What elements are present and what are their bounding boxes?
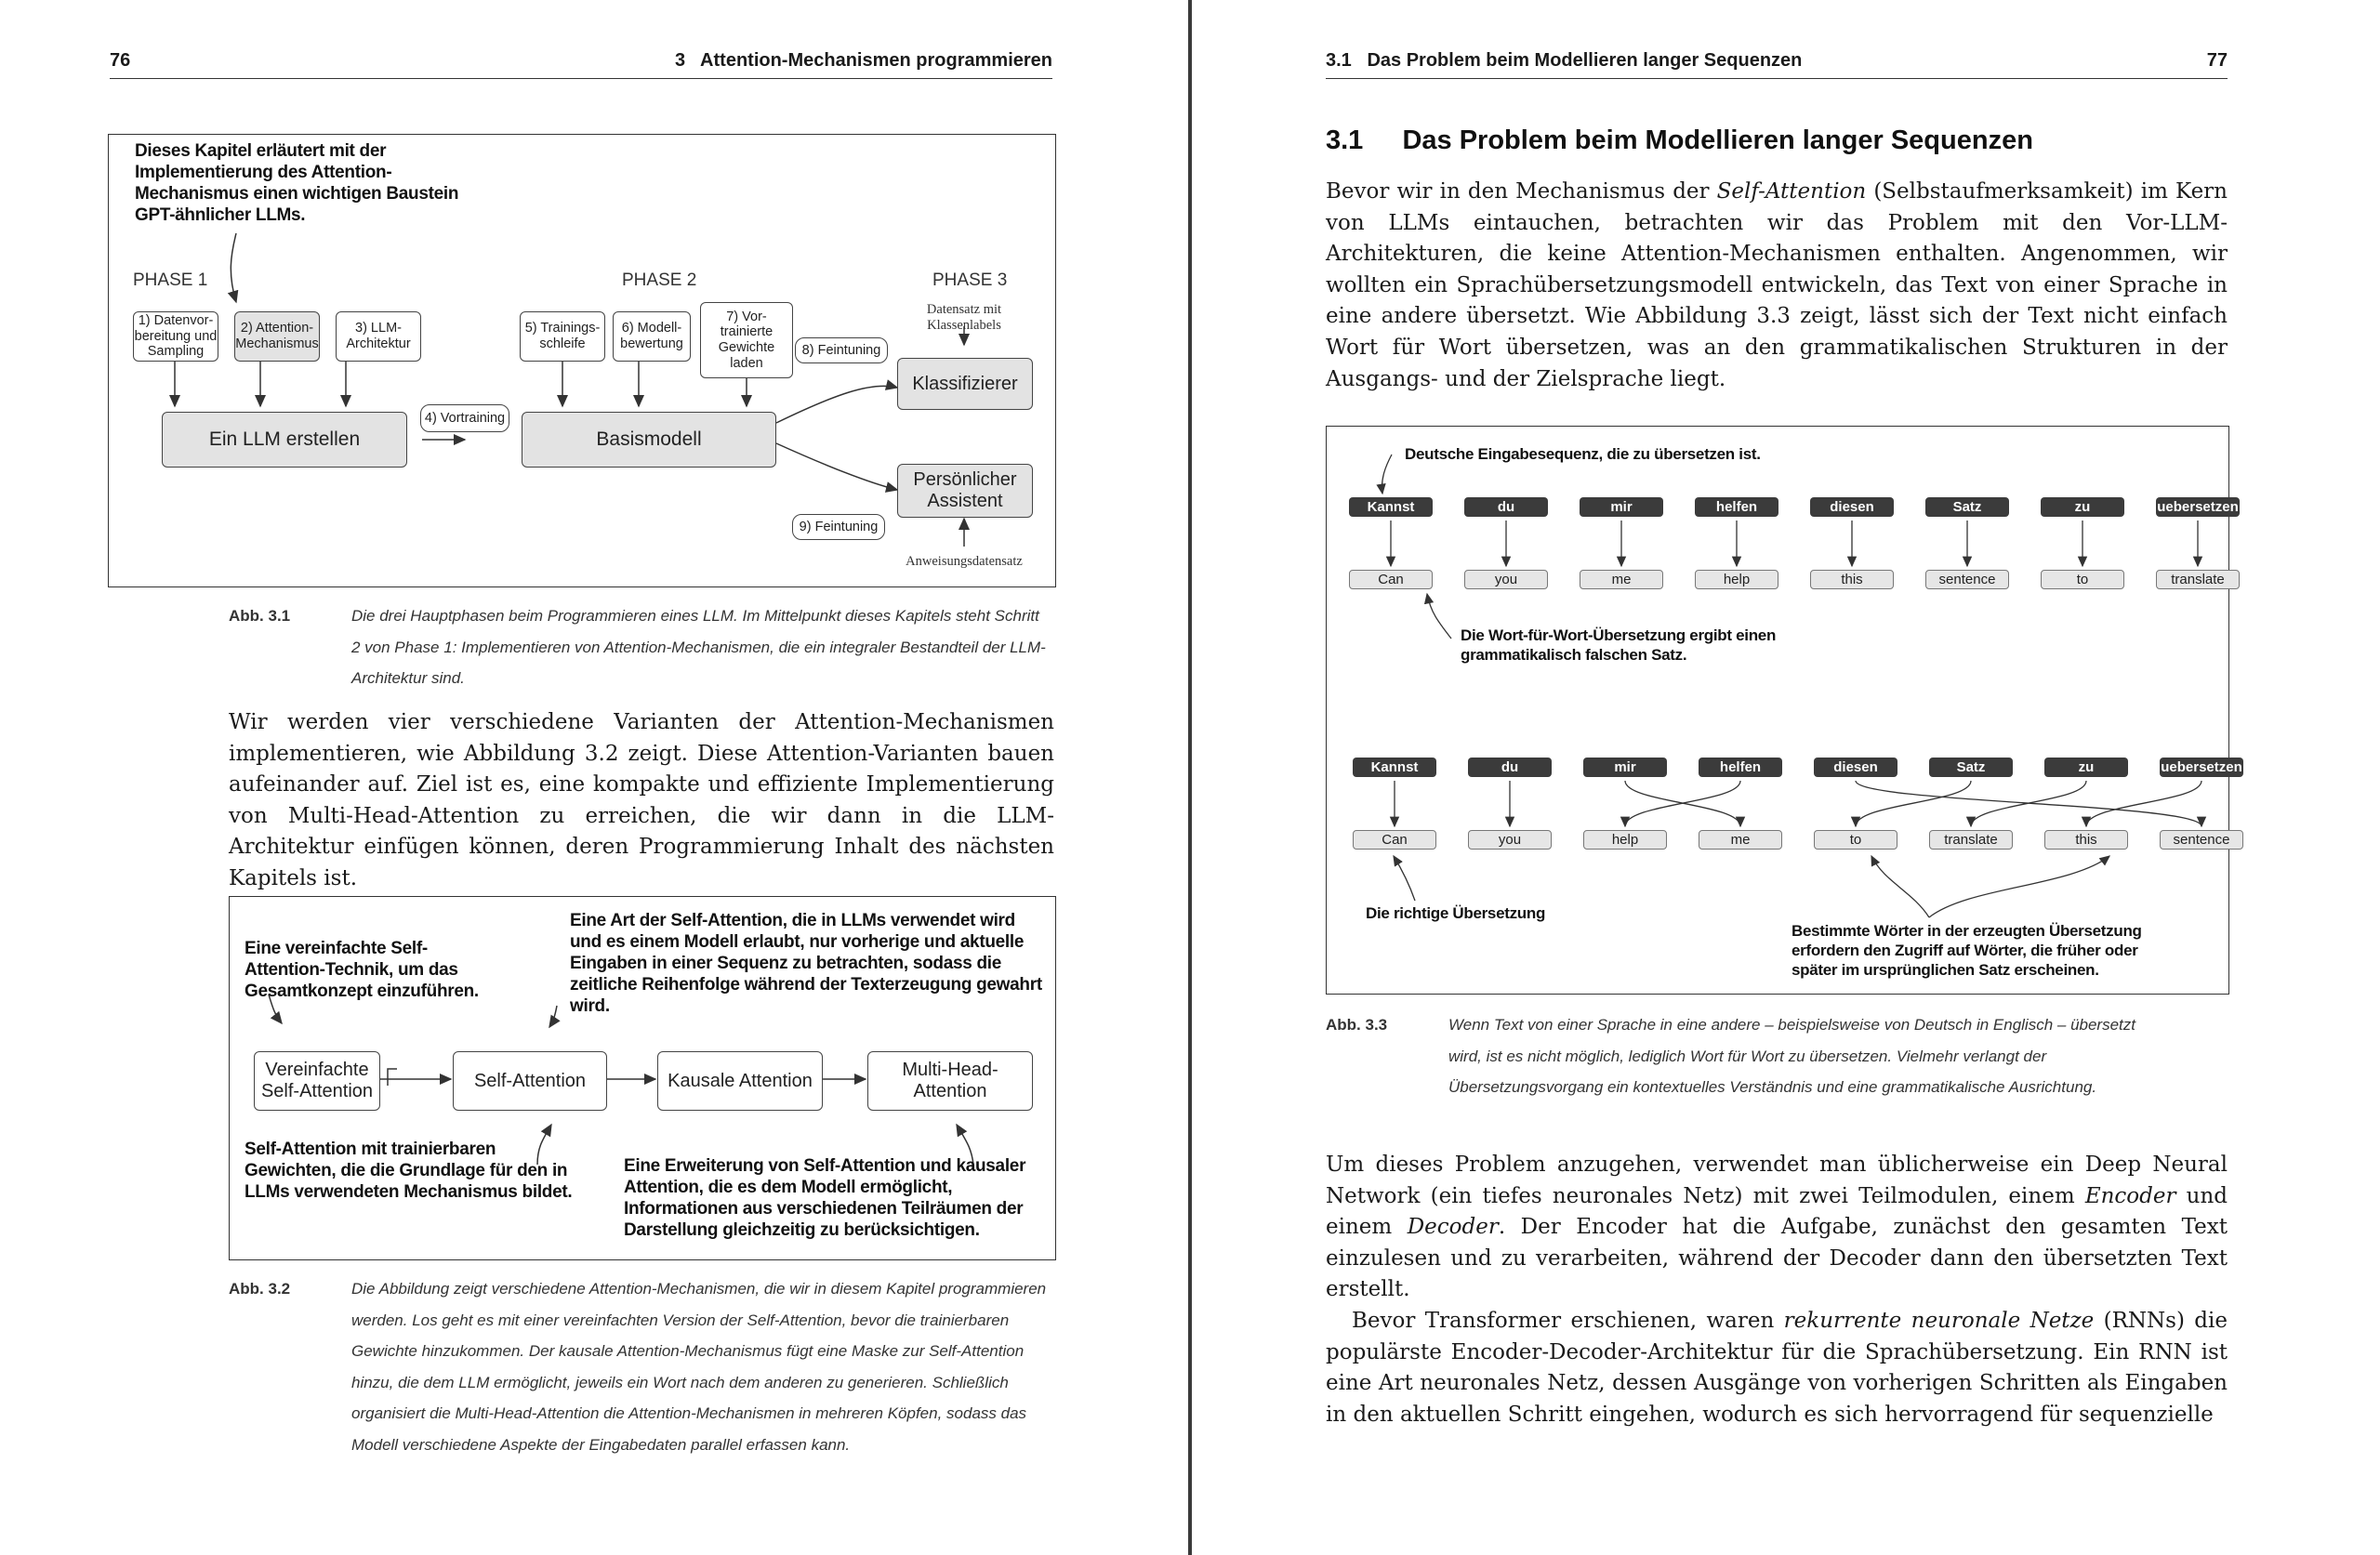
phase-2-label: PHASE 2 (622, 270, 697, 290)
figure-3-1 (108, 134, 1056, 587)
para2-part: . Der Encoder hat die Aufgabe, zunächst den gesamten Text einzulesen und zu verarbeiten, während der Decoder dann den übersetzten Text erstellt. (1326, 1215, 2228, 1302)
box-multi-head-attention: Multi-Head-Attention (867, 1051, 1033, 1111)
german-token: Satz (1925, 497, 2009, 517)
phase-3-label: PHASE 3 (932, 270, 1008, 290)
box-self-attention: Self-Attention (453, 1051, 607, 1111)
note-reordering: Bestimmte Wörter in der erzeugten Übersetzung erfordern den Zugriff auf Wörter, die früher oder später im ursprünglichen Satz erscheinen. (1792, 922, 2142, 979)
body-paragraph-text: Wir werden vier verschiedene Varianten der Attention-Mechanismen implementieren, wie Abbildung 3.2 zeigt. Diese Attention-Varianten bauen aufeinander auf. Ziel ist es, eine kompakte und effiziente Implementierung von Multi-Head-Attention zu erreichen, die wir dann in die LLM-Architektur einfügen können, deren Programmierung Inhalt des nächsten Kapitels ist. (229, 710, 1054, 890)
literal-token: Can (1349, 570, 1433, 589)
chapter-note: Dieses Kapitel erläutert mit der Implementierung des Attention-Mechanismus einen wichtigen Baustein GPT-ähnlicher LLMs. (135, 141, 459, 225)
literal-token: this (1810, 570, 1894, 589)
correct-token: help (1583, 830, 1667, 850)
left-page (0, 0, 1188, 1555)
page-number: 76 (110, 50, 131, 71)
step-pretraining: 4) Vortraining (420, 404, 509, 432)
correct-token: sentence (2160, 830, 2243, 850)
german-token: helfen (1695, 497, 1778, 517)
german-token: diesen (1814, 758, 1897, 777)
note-word-by-word: Die Wort-für-Wort-Übersetzung ergibt einen grammatikalisch falschen Satz. (1461, 626, 1777, 664)
german-token: zu (2044, 758, 2128, 777)
right-page (1192, 0, 2380, 1555)
rnn-term: rekurrente neuronale Netze (1783, 1308, 2095, 1333)
literal-token: translate (2156, 570, 2240, 589)
para2-part: und einem (1326, 1183, 2228, 1240)
german-token: Kannst (1349, 497, 1433, 517)
para1-part: Bevor wir in den Mechanismus der (1326, 179, 1717, 204)
header-rule (110, 78, 1052, 79)
caption-3-2-label: Abb. 3.2 (229, 1280, 291, 1298)
literal-token: sentence (1925, 570, 2009, 589)
section-title: Das Problem beim Modellieren langer Sequenzen (1402, 125, 2033, 155)
correct-token: me (1699, 830, 1782, 850)
german-token: helfen (1699, 758, 1782, 777)
section-heading (1326, 125, 2033, 156)
correct-token: this (2044, 830, 2128, 850)
german-token: uebersetzen (2161, 759, 2242, 775)
german-token: Kannst (1353, 758, 1436, 777)
step-finetuning-assistant: 9) Feintuning (792, 514, 885, 540)
caption-3-3-label: Abb. 3.3 (1326, 1016, 1388, 1034)
german-token: Satz (1929, 758, 2013, 777)
note-causal-attention: Eine Art der Self-Attention, die in LLMs verwendet wird und es einem Modell erlaubt, nur vorherige und aktuelle Eingaben in einer Sequenz zu betrachten, sodass die zeitliche Reihenfolge während der Texterzeugung gewahrt wird. (570, 911, 1042, 1016)
running-header: 3.1 Das Problem beim Modellieren langer Sequenzen (1326, 50, 1803, 71)
note-multi-head: Eine Erweiterung von Self-Attention und kausaler Attention, die es dem Modell ermöglicht, Informationen aus verschiedenen Teilräumen der Darstellung gleichzeitig zu berücksichtigen. (624, 1156, 1026, 1240)
correct-token: translate (1929, 830, 2013, 850)
caption-3-2-text: Die Abbildung zeigt verschiedene Attention-Mechanismen, die wir in diesem Kapitel programmieren werden. Los geht es mit einer vereinfachten Version der Self-Attention, bevor die trainierbaren Gewichte hinzukommen. Der kausale Attention-Mechanismus fügt eine Maske zur Self-Attention hinzu, die dem LLM ermöglicht, jeweils ein Wort nach dem anderen zu generieren. Schließlich organisiert die Multi-Head-Attention die Attention-Mechanismen in mehreren Köpfen, sodass das Modell verschiedene Aspekte der Eingabedaten parallel erfassen kann. (351, 1280, 1047, 1454)
phase-1-label: PHASE 1 (133, 270, 208, 290)
caption-3-1-block (229, 600, 1052, 693)
caption-3-3-text: Wenn Text von einer Sprache in eine andere – beispielsweise von Deutsch in Englisch – übersetzt wird, ist es nicht möglich, lediglich Wort für Wort zu übersetzen. Vielmehr verlangt der Übersetzungsvorgang ein kontextuelles Verständnis und eine grammatikalische Ausrichtung. (1448, 1016, 2135, 1096)
step-attention-mechanism: 2) Attention-Mechanismus (234, 311, 320, 362)
step-load-pretrained-weights: 7) Vor-trainierte Gewichte laden (700, 302, 793, 378)
para1-part: (Selbstaufmerksamkeit) im Kern von LLMs eintauchen, betrachten wir das Problem mit den Vor-LLM-Architekturen, die keine Attention-Mechanismen enthalten. Angenommen, wir wollten ein Sprachübersetzungsmodell entwickeln, das Text von einer Sprache in eine andere übersetzt. Wie Abbildung 3.3 zeigt, lässt sich der Text nicht einfach Wort für Wort übersetzen, was an den grammatikalischen Strukturen in der Ausgangs- und der Zielsprache liegt. (1326, 179, 2228, 391)
para3-part: (RNNs) die populärste Encoder-Decoder-Architektur für die Sprachübersetzung. Ein RNN ist eine Art neuronales Netz, dessen Ausgänge von vorherigen Schritten als Eingaben in den aktuellen Schritt eingehen, wodurch es sich hervorragend für sequenzielle (1326, 1308, 2228, 1427)
figure-3-2 (229, 896, 1056, 1260)
body-paragraph (229, 707, 1054, 895)
german-token: du (1468, 758, 1552, 777)
literal-token: you (1464, 570, 1548, 589)
literal-token: to (2041, 570, 2124, 589)
encoder-term: Encoder (2084, 1183, 2176, 1208)
german-token: diesen (1810, 497, 1894, 517)
build-llm-box: Ein LLM erstellen (162, 412, 407, 468)
caption-3-2-block (229, 1273, 1052, 1459)
box-causal-attention: Kausale Attention (657, 1051, 823, 1111)
instruction-dataset: Anweisungsdatensatz (906, 554, 1023, 569)
encoder-decoder-paragraphs (1326, 1150, 2228, 1430)
note-german-input: Deutsche Eingabesequenz, die zu übersetzen ist. (1405, 445, 1761, 463)
intro-paragraph (1326, 177, 2228, 395)
step-finetuning-classifier: 8) Feintuning (795, 337, 888, 363)
correct-token: you (1468, 830, 1552, 850)
para1-emphasis: Self-Attention (1716, 179, 1867, 204)
decoder-term: Decoder (1407, 1215, 1499, 1240)
german-token: du (1464, 497, 1548, 517)
literal-token: help (1695, 570, 1778, 589)
german-token: mir (1580, 497, 1663, 517)
base-model-box: Basismodell (522, 412, 776, 468)
step-training-loop: 5) Trainings-schleife (520, 311, 605, 362)
caption-3-3-block (1326, 1009, 2228, 1140)
header-rule (1326, 78, 2228, 79)
correct-token: to (1814, 830, 1897, 850)
para2-part: Um dieses Problem anzugehen, verwendet man üblicherweise ein Deep Neural Network (ein tiefes neuronales Netz) mit zwei Teilmodulen, einem (1326, 1153, 2228, 1208)
box-simplified-self-attention: Vereinfachte Self-Attention (254, 1051, 380, 1111)
step-model-evaluation: 6) Modell-bewertung (613, 311, 691, 362)
correct-token: Can (1353, 830, 1436, 850)
step-data-preparation: 1) Datenvor-bereitung und Sampling (133, 311, 218, 362)
classifier-box: Klassifizierer (897, 358, 1033, 410)
assistant-box: Persönlicher Assistent (897, 464, 1033, 518)
page-number: 77 (2206, 50, 2228, 71)
note-correct-translation: Die richtige Übersetzung (1366, 904, 1546, 922)
german-token: zu (2041, 497, 2124, 517)
german-token: mir (1583, 758, 1667, 777)
note-simplified-self-attention: Eine vereinfachte Self-Attention-Technik, um das Gesamtkonzept einzuführen. (245, 939, 479, 1001)
dataset-class-labels: Datensatz mit Klassenlabels (926, 302, 1002, 333)
figure-3-3 (1326, 426, 2242, 995)
caption-3-1-label: Abb. 3.1 (229, 607, 291, 625)
running-header: 3 Attention-Mechanismen programmieren (675, 50, 1052, 71)
section-number: 3.1 (1326, 125, 1364, 155)
literal-token: me (1580, 570, 1663, 589)
step-llm-architecture: 3) LLM-Architektur (336, 311, 421, 362)
german-token: uebersetzen (2157, 499, 2239, 515)
para3-part: Bevor Transformer erschienen, waren (1352, 1308, 1784, 1333)
note-trainable-weights: Self-Attention mit trainierbaren Gewichten, die die Grundlage für den in LLMs verwendeten Mechanismus bildet. (245, 1140, 573, 1202)
caption-3-1-text: Die drei Hauptphasen beim Programmieren eines LLM. Im Mittelpunkt dieses Kapitels steht Schritt 2 von Phase 1: Implementieren von Attention-Mechanismen, die ein integraler Bestandteil der LLM-Architektur sind. (351, 607, 1046, 687)
